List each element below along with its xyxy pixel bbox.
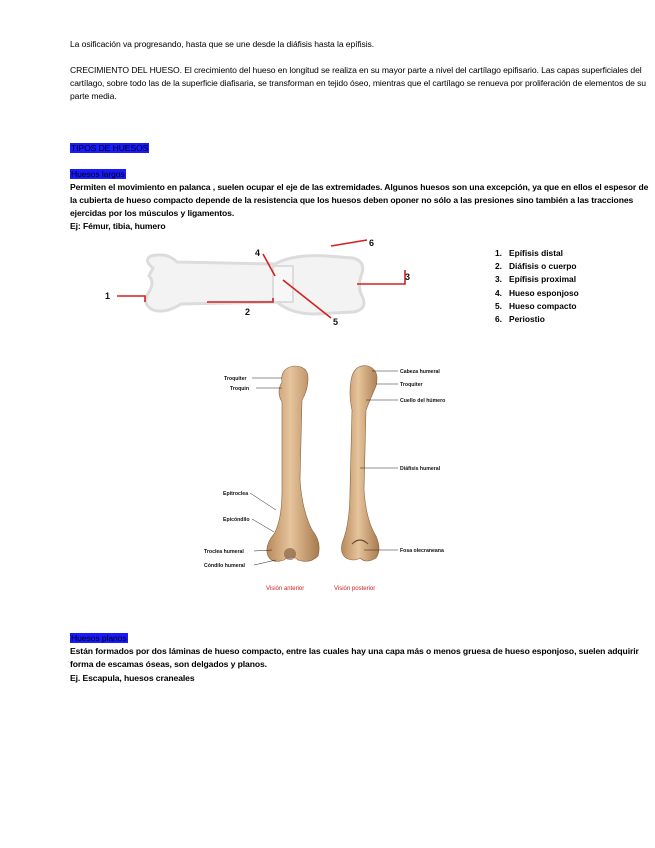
humerus-posterior (341, 366, 379, 561)
long-bone-diagram (95, 232, 425, 347)
caption-vision-anterior: Visión anterior (266, 586, 305, 592)
heading-largos-text: Huesos largos (71, 169, 125, 179)
legend-item: 4. Hueso esponjoso (495, 287, 579, 298)
humerus-illustration (204, 360, 480, 600)
bone-parts-legend (495, 247, 579, 326)
crecimiento-title: CRECIMIENTO DEL HUESO. (70, 65, 182, 75)
diagram-number-4: 4 (255, 248, 261, 258)
example-huesos-planos: Ej. Escapula, huesos craneales (70, 673, 195, 683)
paragraph-osificacion: La osificación va progresando, hasta que se une desde la diáfisis hasta la epífisis. (70, 39, 375, 49)
legend-item: 3. Epífisis proximal (495, 274, 577, 285)
legend-item: 1. Epífisis distal (495, 248, 563, 258)
heading-tipos-de-huesos (70, 142, 149, 155)
heading-planos-text: Huesos planos (71, 633, 127, 643)
line-3 (357, 270, 405, 284)
label-epitroclea: Epitroclea (223, 491, 249, 497)
diagram-number-6: 6 (369, 238, 375, 248)
label-condilo: Cóndilo humeral (204, 563, 245, 569)
caption-vision-posterior: Visión posterior (334, 586, 376, 592)
paragraph-huesos-largos: Permiten el movimiento en palanca , suelen ocupar el eje de las extremidades. Algunos huesos son una excepción, ya que en ellos el espesor de la cubierta de hueso compacto depende de la resistencia que los huesos deben oponer no sólo a las presiones sino también a las tracciones ejercidas por los músculos y ligamentos. (70, 182, 649, 218)
label-cuello: Cuello del húmero (400, 398, 446, 404)
diagram-number-2: 2 (245, 307, 251, 317)
humerus-anterior (267, 366, 319, 561)
label-troquiter-left: Troquiter (224, 376, 247, 382)
heading-huesos-largos (70, 168, 126, 181)
heading-tipos-text: TIPOS DE HUESOS (71, 143, 149, 153)
label-epicondilo: Epicóndilo (223, 517, 250, 523)
label-troquiter-right: Troquiter (400, 382, 423, 388)
paragraph-crecimiento (70, 64, 652, 103)
label-diafisis: Diáfisis humeral (400, 466, 441, 472)
legend-item: 2. Diáfisis o cuerpo (495, 261, 577, 272)
heading-huesos-planos (70, 632, 128, 645)
line-1 (117, 296, 145, 302)
diagram-number-3: 3 (405, 272, 411, 282)
legend-item: 6. Periostio (495, 314, 545, 325)
label-cabeza: Cabeza humeral (400, 369, 440, 375)
diagram-number-5: 5 (333, 317, 339, 327)
line-6 (331, 240, 367, 246)
paragraph-huesos-planos: Están formados por dos láminas de hueso compacto, entre las cuales hay una capa más o menos gruesa de hueso esponjoso, suelen adquirir forma de escamas óseas, son delgados y planos. (70, 646, 639, 669)
label-fosa: Fosa olecraneana (400, 548, 444, 554)
label-troquin: Troquin (230, 386, 250, 392)
crecimiento-body: El crecimiento del hueso en longitud se realiza en su mayor parte a nivel del cartílago epifisario. Las capas superficiales del cartílago, sobre todo las de la superficie diafisaria, se transforman en tejido óseo, mientras que el cartílago se renueva por proliferación de elementos de su parte media. (70, 65, 646, 101)
legend-item: 5. Hueso compacto (495, 300, 577, 311)
label-troclea: Troclea humeral (204, 549, 244, 555)
example-huesos-largos: Ej: Fémur, tibia, humero (70, 221, 166, 231)
diagram-number-1: 1 (105, 291, 111, 301)
bone-shape (146, 255, 364, 314)
